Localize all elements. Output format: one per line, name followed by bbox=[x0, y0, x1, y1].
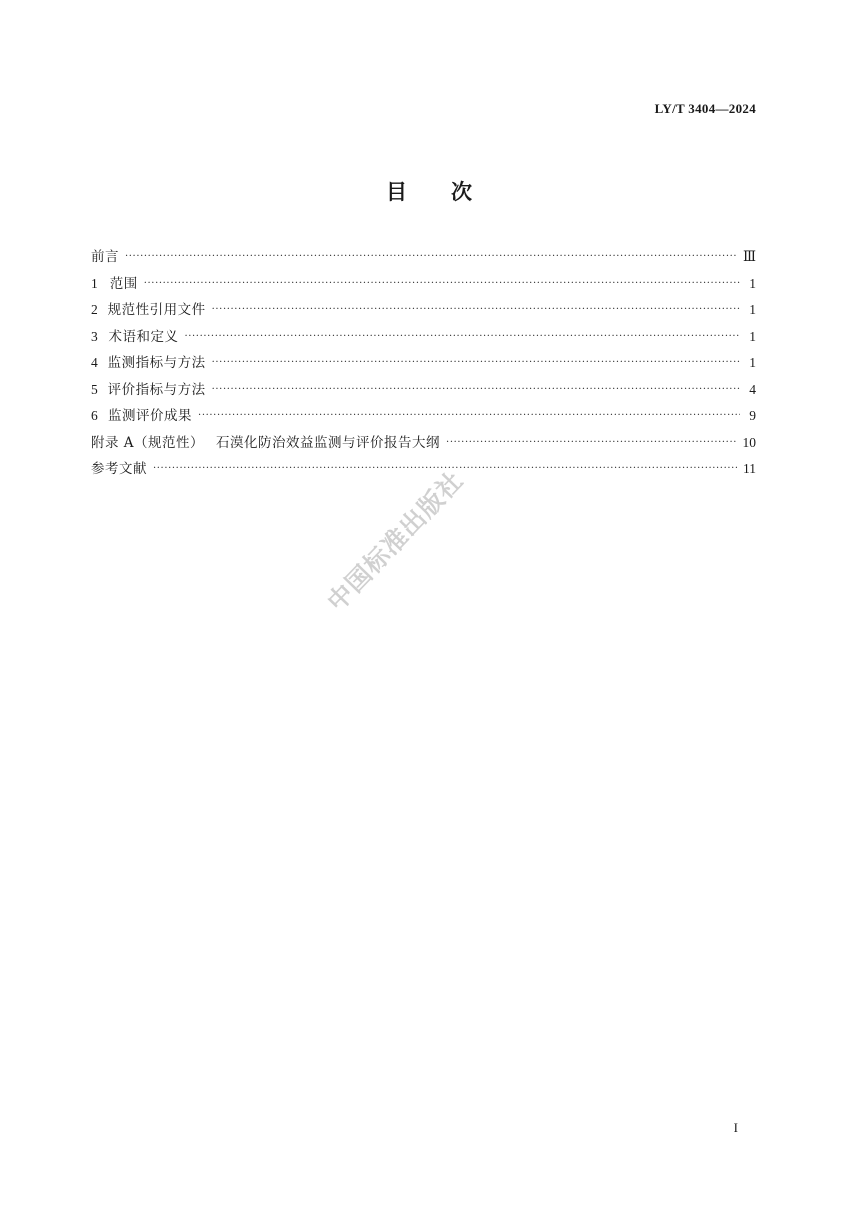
toc-entry-number: 4 bbox=[91, 355, 98, 370]
dot-leader bbox=[198, 406, 740, 426]
toc-title-part1: 目 bbox=[386, 180, 409, 204]
toc-entry-label: 术语和定义 bbox=[108, 328, 179, 345]
toc-entry-number: 1 bbox=[91, 275, 98, 291]
toc-title-part2: 次 bbox=[451, 180, 474, 204]
dot-leader bbox=[212, 380, 740, 400]
standard-code: LY/T 3404—2024 bbox=[654, 101, 756, 116]
dot-leader bbox=[184, 327, 740, 347]
toc-entry-label: 规范性引用文件 bbox=[107, 302, 206, 318]
toc-entry-page: 1 bbox=[749, 355, 756, 370]
toc-title bbox=[0, 176, 860, 206]
dot-leader bbox=[125, 247, 737, 267]
toc-entry-page: 11 bbox=[743, 461, 756, 476]
publisher-watermark: 中国标准出版社 bbox=[321, 465, 469, 617]
toc-entry-terms-definitions[interactable] bbox=[91, 327, 756, 354]
toc-entry-label: 监测评价成果 bbox=[108, 408, 193, 424]
toc-entry-label: 监测指标与方法 bbox=[107, 355, 206, 371]
toc-entry-number: 6 bbox=[91, 408, 98, 423]
toc-entry-page: Ⅲ bbox=[742, 249, 756, 264]
toc-entry-number: 2 bbox=[91, 302, 98, 317]
toc-entry-page: 1 bbox=[749, 275, 756, 291]
table-of-contents bbox=[91, 247, 756, 486]
toc-entry-label bbox=[91, 433, 440, 453]
toc-entry-number: 3 bbox=[91, 328, 98, 344]
toc-entry-scope[interactable] bbox=[91, 274, 756, 301]
toc-entry-foreword[interactable] bbox=[91, 247, 756, 274]
page-number: I bbox=[733, 1120, 738, 1135]
toc-entry-page: 4 bbox=[749, 381, 756, 397]
toc-entry-results[interactable] bbox=[91, 406, 756, 433]
toc-entry-page: 9 bbox=[749, 408, 756, 423]
toc-entry-label: 范围 bbox=[109, 275, 138, 292]
toc-entry-appendix-a[interactable] bbox=[91, 433, 756, 460]
toc-entry-evaluation-indicators[interactable] bbox=[91, 380, 756, 407]
toc-entry-bibliography[interactable] bbox=[91, 459, 756, 486]
toc-entry-page: 10 bbox=[742, 434, 756, 450]
appendix-prefix: 附录 A（规范性） bbox=[91, 434, 205, 451]
toc-entry-page: 1 bbox=[749, 328, 756, 344]
toc-entry-label: 评价指标与方法 bbox=[107, 381, 206, 398]
toc-entry-label: 前言 bbox=[91, 249, 119, 265]
dot-leader bbox=[212, 353, 740, 373]
dot-leader bbox=[446, 433, 736, 453]
toc-entry-monitoring-indicators[interactable] bbox=[91, 353, 756, 380]
dot-leader bbox=[212, 300, 740, 320]
toc-entry-normative-references[interactable] bbox=[91, 300, 756, 327]
toc-entry-number: 5 bbox=[91, 381, 98, 397]
dot-leader bbox=[144, 274, 740, 294]
toc-entry-page: 1 bbox=[749, 302, 756, 317]
toc-entry-label: 参考文献 bbox=[91, 461, 147, 477]
appendix-title: 石漠化防治效益监测与评价报告大纲 bbox=[216, 434, 441, 451]
